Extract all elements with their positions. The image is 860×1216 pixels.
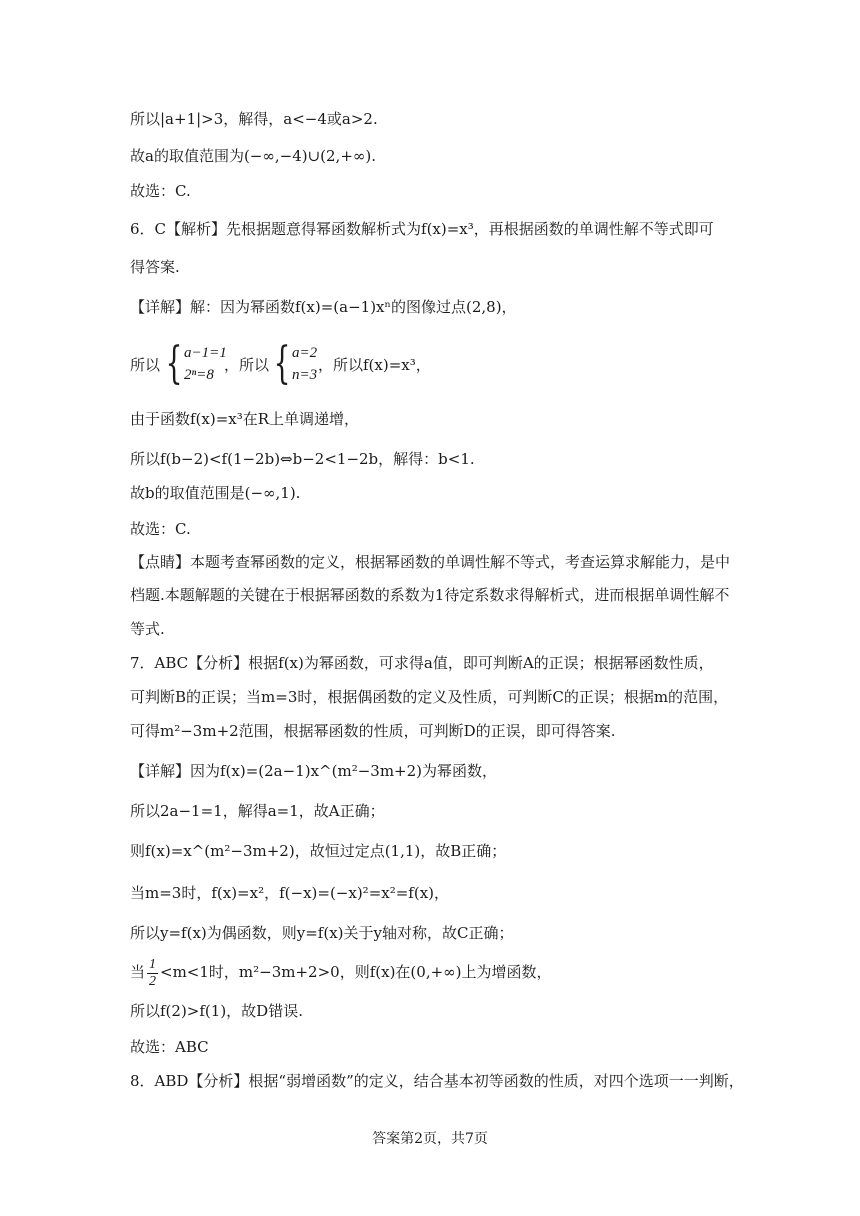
- text-line: 故选：C.: [130, 182, 191, 200]
- text-segment: ，所以: [224, 355, 270, 374]
- text-line: 所以2a−1=1，解得a=1，故A正确；: [130, 802, 385, 820]
- equation: a−1=1: [184, 345, 227, 361]
- text-line: 【详解】因为f(x)=(2a−1)x^(m²−3m+2)为幂函数，: [130, 762, 498, 780]
- text-line: 等式.: [130, 620, 165, 638]
- text-line: 故b的取值范围是(−∞,1).: [130, 484, 301, 502]
- text-segment: ，所以f(x)=x³，: [318, 355, 431, 374]
- text-line: 8．ABD【分析】根据“弱增函数”的定义，结合基本初等函数的性质，对四个选项一一判断，: [130, 1072, 744, 1090]
- text-line: 故选：C.: [130, 520, 191, 538]
- text-line: 当m=3时，f(x)=x²，f(−x)=(−x)²=x²=f(x)，: [130, 884, 450, 902]
- text-segment: <m<1时，m²−3m+2>0，则f(x)在(0,+∞)上为增函数，: [160, 963, 552, 981]
- text-line: 【详解】解：因为幂函数f(x)=(a−1)xⁿ的图像过点(2,8)，: [130, 298, 517, 316]
- text-line: 6．C【解析】先根据题意得幂函数解析式为f(x)=x³，再根据函数的单调性解不等式即可: [130, 220, 714, 238]
- text-line: 由于函数f(x)=x³在R上单调递增，: [130, 410, 360, 428]
- fraction: [147, 957, 158, 990]
- text-line: 所以|a+1|>3，解得，a<−4或a>2.: [130, 110, 378, 128]
- text-line: 可判断B的正误；当m=3时，根据偶函数的定义及性质，可判断C的正误；根据m的范围，: [130, 688, 729, 706]
- fraction-denominator: 2: [149, 973, 157, 989]
- text-segment: 当: [130, 963, 146, 981]
- equation-system: [268, 338, 317, 390]
- equation: n=3: [292, 367, 318, 383]
- text-line: 故a的取值范围为(−∞,−4)∪(2,+∞).: [130, 147, 377, 165]
- text-line: 所以f(2)>f(1)，故D错误.: [130, 1002, 303, 1020]
- text-segment: 所以: [130, 355, 161, 374]
- brace-icon: {: [165, 338, 183, 389]
- fraction-numerator: 1: [149, 956, 157, 972]
- equation-system: [160, 338, 227, 390]
- fraction-line: [130, 954, 740, 994]
- text-line: 【点睛】本题考查幂函数的定义，根据幂函数的单调性解不等式，考查运算求解能力，是中: [130, 553, 731, 571]
- text-line: 7．ABC【分析】根据f(x)为幂函数，可求得a值，即可判断A的正误；根据幂函数性质，: [130, 654, 714, 672]
- brace-icon: {: [273, 338, 291, 389]
- text-line: 所以f(b−2)<f(1−2b)⇔b−2<1−2b，解得：b<1.: [130, 450, 475, 468]
- equation: a=2: [292, 345, 318, 361]
- text-line: 档题.本题解题的关键在于根据幂函数的系数为1待定系数求得解析式，进而根据单调性解不: [130, 586, 730, 604]
- page-footer: 答案第2页，共7页: [372, 1131, 488, 1147]
- text-line: 得答案.: [130, 258, 180, 276]
- text-line: 所以y=f(x)为偶函数，则y=f(x)关于y轴对称，故C正确；: [130, 924, 514, 942]
- text-line: 则f(x)=x^(m²−3m+2)，故恒过定点(1,1)，故B正确；: [130, 842, 507, 860]
- equation: 2ⁿ=8: [184, 367, 214, 383]
- text-line: 故选：ABC: [130, 1038, 209, 1056]
- text-line: 可得m²−3m+2范围，根据幂函数的性质，可判断D的正误，即可得答案.: [130, 722, 616, 740]
